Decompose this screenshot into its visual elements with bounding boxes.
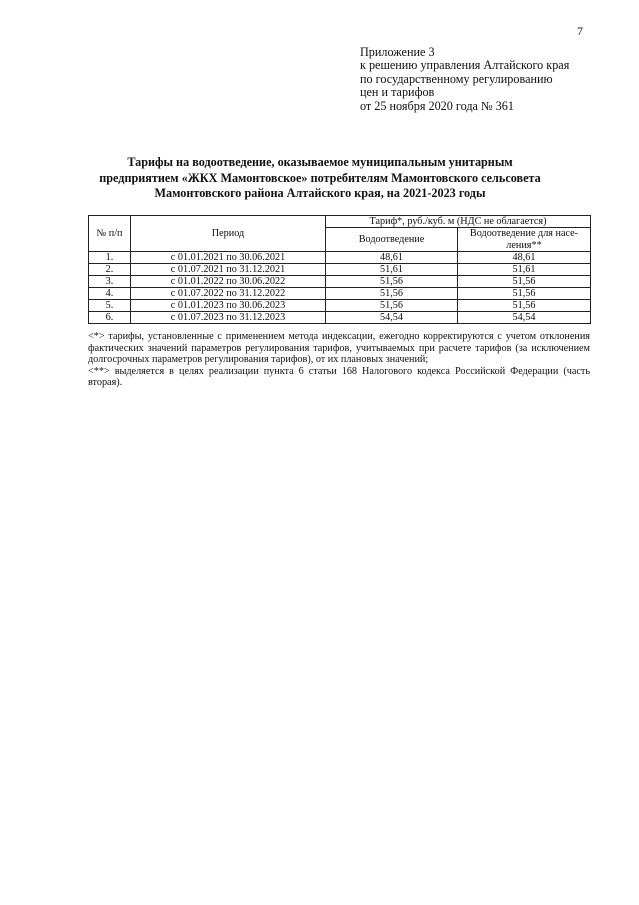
footnote-2: <**> выделяется в целях реализации пункта 6 статьи 168 Налогового кодекса Российской Федерации (часть вторая). bbox=[88, 365, 590, 388]
document-title bbox=[60, 155, 580, 202]
row-number: 3. bbox=[89, 276, 131, 288]
table-row bbox=[89, 276, 591, 288]
row-value-sewerage: 51,56 bbox=[326, 288, 458, 300]
header-number: № п/п bbox=[89, 216, 131, 252]
row-period: с 01.01.2022 по 30.06.2022 bbox=[131, 276, 326, 288]
row-value-population: 51,56 bbox=[458, 288, 591, 300]
page-number: 7 bbox=[577, 24, 583, 38]
table-row bbox=[89, 288, 591, 300]
row-value-sewerage: 51,56 bbox=[326, 300, 458, 312]
table-row bbox=[89, 252, 591, 264]
row-number: 2. bbox=[89, 264, 131, 276]
title-line: Мамонтовского района Алтайского края, на 2021-2023 годы bbox=[154, 186, 486, 200]
footnotes bbox=[88, 331, 590, 389]
appendix-line: от 25 ноября 2020 года № 361 bbox=[360, 98, 514, 113]
row-value-population: 54,54 bbox=[458, 312, 591, 324]
header-period: Период bbox=[131, 216, 326, 252]
appendix-line: к решению управления Алтайского края bbox=[360, 58, 570, 73]
row-number: 4. bbox=[89, 288, 131, 300]
header-sewerage-population: Водоотведение для насе-ления** bbox=[458, 228, 591, 252]
title-line: Тарифы на водоотведение, оказываемое муниципальным унитарным bbox=[127, 155, 513, 169]
row-period: с 01.07.2021 по 31.12.2021 bbox=[131, 264, 326, 276]
row-number: 6. bbox=[89, 312, 131, 324]
row-value-population: 48,61 bbox=[458, 252, 591, 264]
header-tariff: Тариф*, руб./куб. м (НДС не облагается) bbox=[326, 216, 591, 228]
title-line: предприятием «ЖКХ Мамонтовское» потребителям Мамонтовского сельсовета bbox=[99, 170, 541, 185]
row-value-sewerage: 54,54 bbox=[326, 312, 458, 324]
row-period: с 01.01.2021 по 30.06.2021 bbox=[131, 252, 326, 264]
appendix-line: цен и тарифов bbox=[360, 85, 435, 100]
appendix-block bbox=[360, 46, 569, 113]
row-period: с 01.07.2022 по 31.12.2022 bbox=[131, 288, 326, 300]
row-value-sewerage: 48,61 bbox=[326, 252, 458, 264]
row-number: 1. bbox=[89, 252, 131, 264]
row-value-population: 51,56 bbox=[458, 276, 591, 288]
row-period: с 01.01.2023 по 30.06.2023 bbox=[131, 300, 326, 312]
appendix-line: по государственному регулированию bbox=[360, 71, 553, 86]
row-value-population: 51,56 bbox=[458, 300, 591, 312]
footnote-1: <*> тарифы, установленные с применением метода индексации, ежегодно корректируются с учетом отклонения фактических значений параметров регулирования тарифов, учитываемых при расчете тарифов (за исключением долгосрочных параметров регулирования тарифов), от их плановых значений; bbox=[88, 331, 590, 365]
table-row bbox=[89, 264, 591, 276]
row-value-sewerage: 51,61 bbox=[326, 264, 458, 276]
row-value-population: 51,61 bbox=[458, 264, 591, 276]
table-row bbox=[89, 312, 591, 324]
appendix-line: Приложение 3 bbox=[360, 45, 435, 59]
row-period: с 01.07.2023 по 31.12.2023 bbox=[131, 312, 326, 324]
row-number: 5. bbox=[89, 300, 131, 312]
table-row bbox=[89, 300, 591, 312]
row-value-sewerage: 51,56 bbox=[326, 276, 458, 288]
tariff-table bbox=[88, 215, 591, 324]
header-sewerage: Водоотведение bbox=[326, 228, 458, 252]
